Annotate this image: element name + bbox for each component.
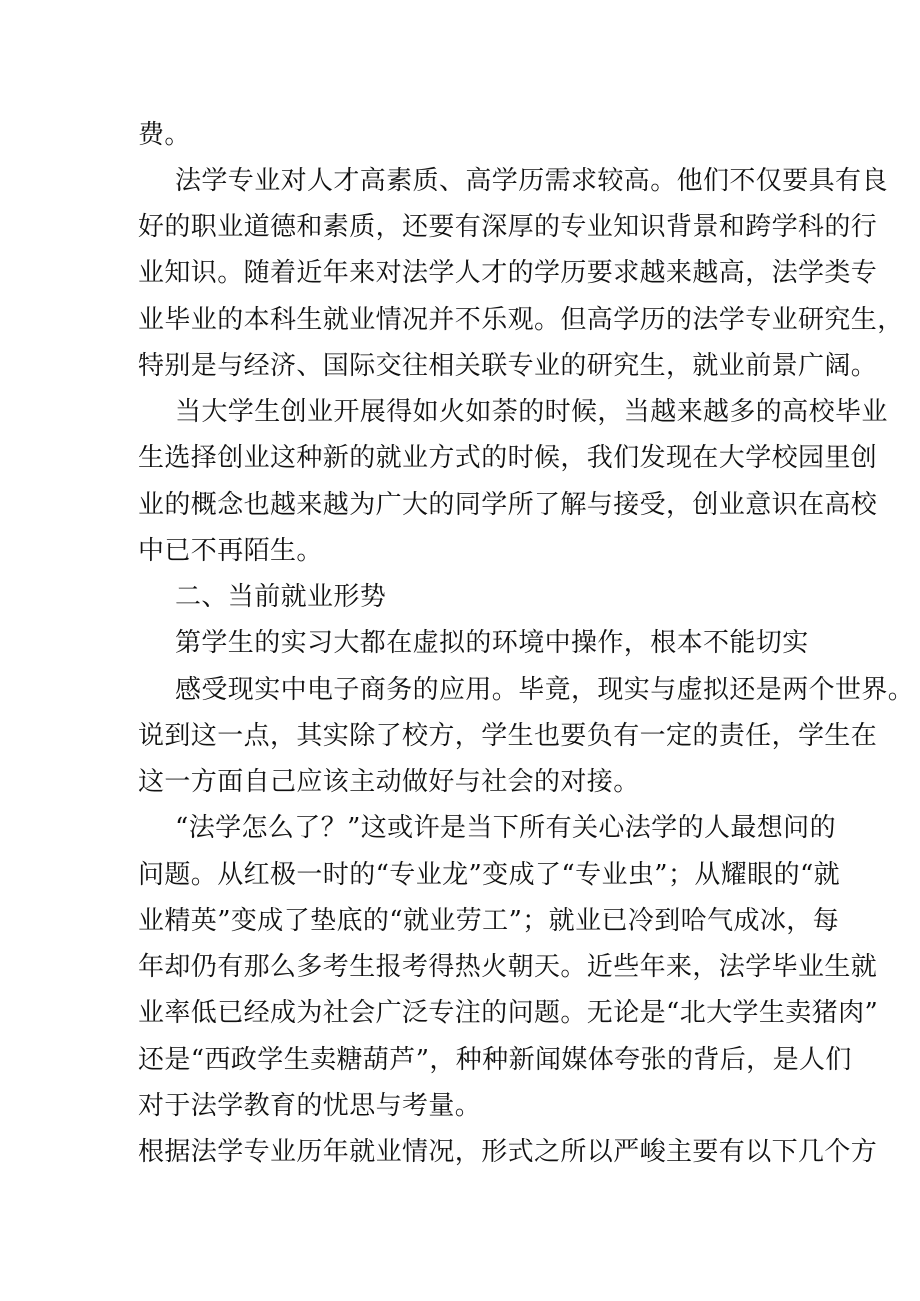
text-line: 业知识。随着近年来对法学人才的学历要求越来越高，法学类专 — [138, 258, 878, 288]
text-line: 说到这一点，其实除了校方，学生也要负有一定的责任，学生在 — [138, 721, 878, 751]
text-line: 业率低已经成为社会广泛专注的问题。无论是“北大学生卖猪肉” — [138, 998, 879, 1028]
text-line: 特别是与经济、国际交往相关联专业的研究生，就业前景广阔。 — [138, 351, 878, 381]
text-line: 费。 — [138, 120, 191, 150]
text-line: 第学生的实习大都在虚拟的环境中操作，根本不能切实 — [175, 628, 809, 658]
text-line: 感受现实中电子商务的应用。毕竟，现实与虚拟还是两个世界。 — [175, 675, 915, 705]
section-heading: 二、当前就业形势 — [175, 582, 387, 612]
text-line: 生选择创业这种新的就业方式的时候，我们发现在大学校园里创 — [138, 443, 878, 473]
text-line: 年却仍有那么多考生报考得热火朝天。近些年来，法学毕业生就 — [138, 952, 878, 982]
text-line: 业毕业的本科生就业情况并不乐观。但高学历的法学专业研究生， — [138, 305, 904, 335]
text-line: 这一方面自己应该主动做好与社会的对接。 — [138, 767, 640, 797]
text-line: 业精英”变成了垫底的“就业劳工”；就业已冷到哈气成冰，每 — [138, 906, 840, 936]
text-line: 好的职业道德和素质，还要有深厚的专业知识背景和跨学科的行 — [138, 212, 878, 242]
text-line: 当大学生创业开展得如火如荼的时候，当越来越多的高校毕业 — [175, 397, 888, 427]
text-line: 法学专业对人才高素质、高学历需求较高。他们不仅要具有良 — [175, 166, 888, 196]
text-line: 中已不再陌生。 — [138, 536, 323, 566]
text-line: 问题。从红极一时的“专业龙”变成了“专业虫”；从耀眼的“就 — [138, 860, 841, 890]
text-line: 还是“西政学生卖糖葫芦”，种种新闻媒体夸张的背后，是人们 — [138, 1045, 852, 1075]
text-line: 业的概念也越来越为广大的同学所了解与接受，创业意识在高校 — [138, 490, 878, 520]
text-line: 对于法学教育的忧思与考量。 — [138, 1091, 482, 1121]
text-line: 根据法学专业历年就业情况，形式之所以严峻主要有以下几个方 — [138, 1137, 878, 1167]
text-line: “法学怎么了？”这或许是当下所有关心法学的人最想问的 — [175, 813, 836, 843]
